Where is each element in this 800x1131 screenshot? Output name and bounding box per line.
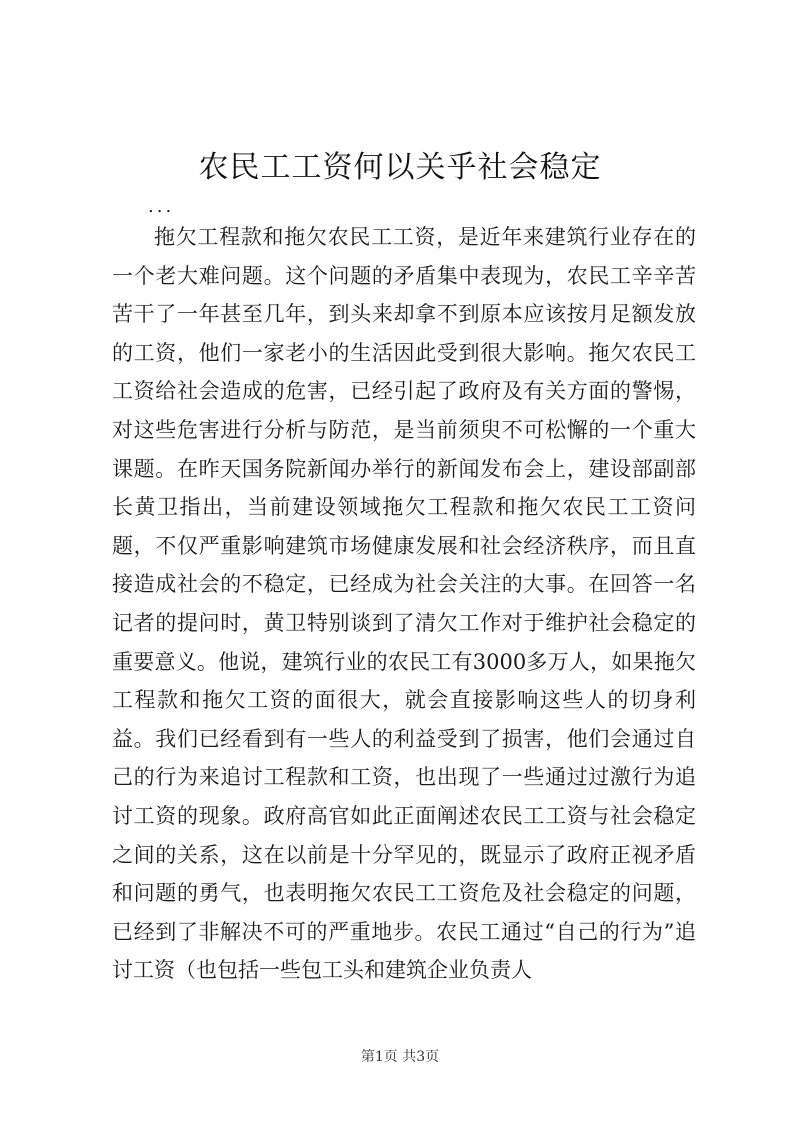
page-footer: 第1页 共3页 (360, 1049, 440, 1065)
body-paragraph: 拖欠工程款和拖欠农民工工资，是近年来建筑行业存在的一个老大难问题。这个问题的矛盾集中表现为，农民工辛辛苦苦干了一年甚至几年，到头来却拿不到原本应该按月足额发放的工资，他们一家老小的生活因此受到很大影响。拖欠农民工工资给社会造成的危害，已经引起了政府及有关方面的警惕，对这些危害进行分析与防范，是当前须臾不可松懈的一个重大课题。在昨天国务院新闻办举行的新闻发布会上，建设部副部长黄卫指出，当前建设领域拖欠工程款和拖欠农民工工资问题，不仅严重影响建筑市场健康发展和社会经济秩序，而且直接造成社会的不稳定，已经成为社会关注的大事。在回答一名记者的提问时，黄卫特别谈到了清欠工作对于维护社会稳定的重要意义。他说，建筑行业的农民工有3000多万人，如果拖欠工程款和拖欠工资的面很大，就会直接影响这些人的切身利益。我们已经看到有一些人的利益受到了损害，他们会通过自己的行为来追讨工程款和工资，也出现了一些通过过激行为追讨工资的现象。政府高官如此正面阐述农民工工资与社会稳定之间的关系，这在以前是十分罕见的，既显示了政府正视矛盾和问题的勇气，也表明拖欠农民工工资危及社会稳定的问题，已经到了非解决不可的严重地步。农民工通过“自己的行为”追讨工资（也包括一些包工头和建筑企业负责人 (112, 225, 696, 983)
document-title: 农民工工资何以关乎社会稳定 (198, 150, 602, 185)
ellipsis-marker: ... (148, 196, 175, 217)
